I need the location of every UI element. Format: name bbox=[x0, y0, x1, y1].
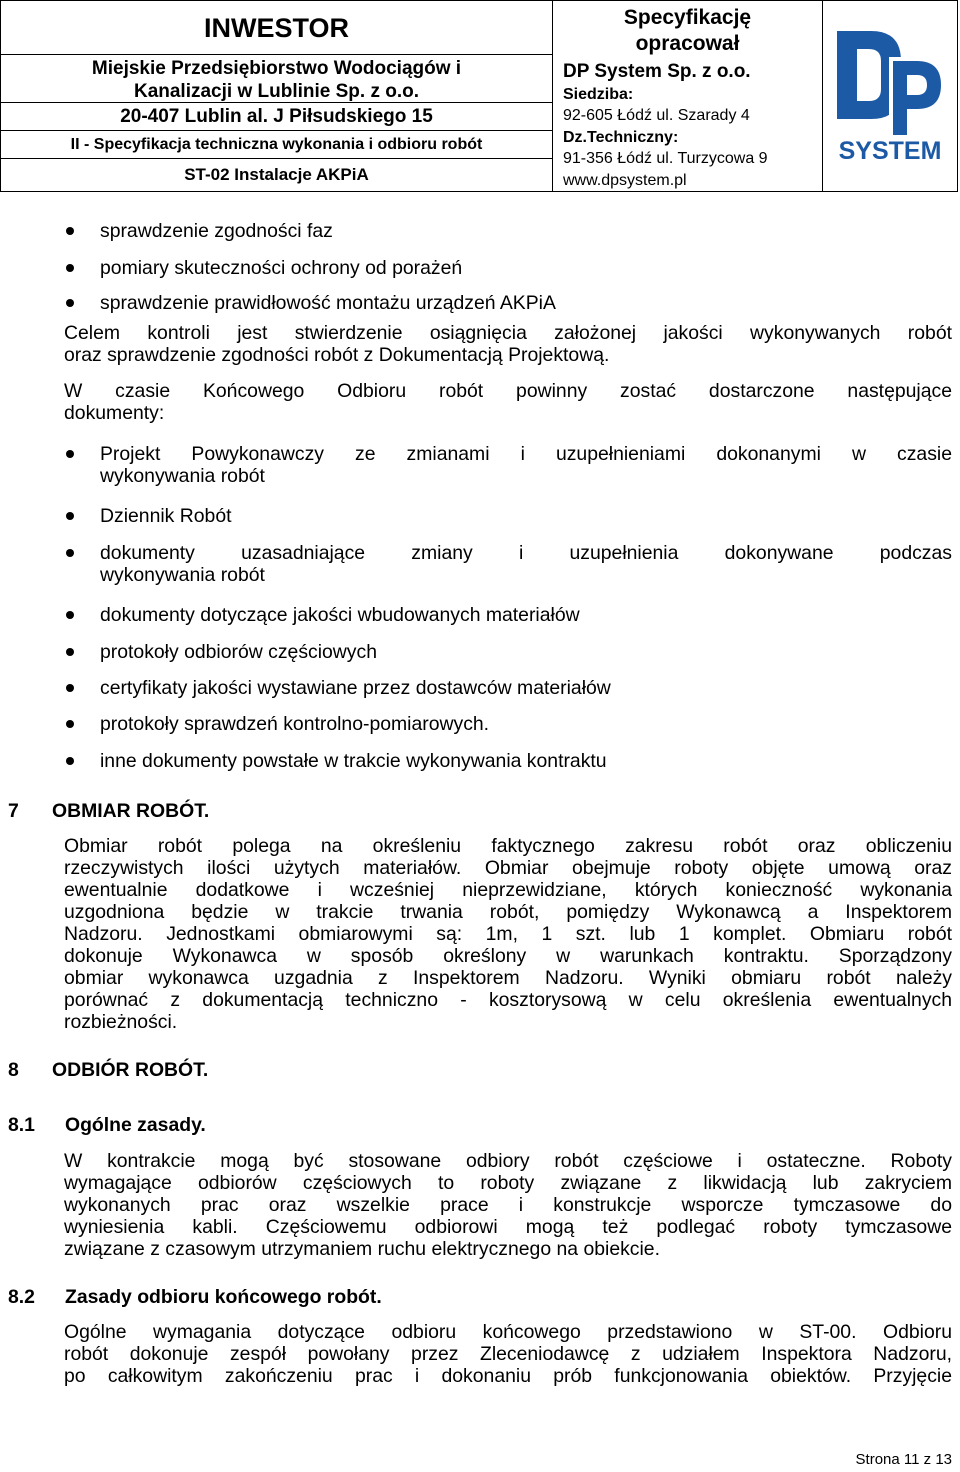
paragraph-line: oraz sprawdzenie zgodności robót z Dokumentacją Projektową. bbox=[64, 344, 610, 366]
document-header bbox=[0, 0, 958, 192]
list-item: protokoły sprawdzeń kontrolno-pomiarowych. bbox=[100, 713, 490, 735]
seat-label: Siedziba: bbox=[563, 86, 634, 103]
website: www.dpsystem.pl bbox=[563, 172, 687, 189]
list-item: Dziennik Robót bbox=[100, 505, 232, 527]
bullet-icon bbox=[66, 684, 74, 692]
investor-title: INWESTOR bbox=[1, 1, 552, 55]
logo-text: SYSTEM bbox=[838, 137, 942, 165]
author-heading-line1: Specyfikację bbox=[623, 6, 752, 29]
author-block bbox=[553, 1, 823, 191]
control-paragraph bbox=[64, 322, 952, 366]
investor-block bbox=[1, 1, 553, 191]
author-heading-line2: opracował bbox=[635, 32, 740, 55]
bullet-icon bbox=[66, 549, 74, 557]
investor-name-line1: Miejskie Przedsiębiorstwo Wodociągów i bbox=[91, 58, 462, 79]
list-item: sprawdzenie prawidłowość montażu urządzeń AKPiA bbox=[100, 292, 556, 314]
bullet-icon bbox=[66, 720, 74, 728]
bullet-icon bbox=[66, 648, 74, 656]
list-item: dokumenty dotyczące jakości wbudowanych materiałów bbox=[100, 604, 580, 626]
list-item: Projekt Powykonawczy ze zmianami i uzupełnieniami dokonanymi w czasie wykonywania robót bbox=[100, 443, 952, 487]
list-item: dokumenty uzasadniające zmiany i uzupełnienia dokonywane podczas wykonywania robót bbox=[100, 542, 952, 586]
section-8-1-body: W kontrakcie mogą być stosowane odbiory robót częściowe i ostateczne. Roboty wymagające odbiorów częściowych to roboty związane z likwidacją lub zakryciem wykonanych prac oraz wszelkie prace i konstrukcje wsporcze tymczasowe do wyniesienia kabli. Częściowemu odbiorowi mogą też podlegać roboty tymczasowe związane z czasowym utrzymaniem ruchu elektrycznego na obiekcie. bbox=[64, 1150, 952, 1260]
bullet-icon bbox=[66, 757, 74, 765]
list-item: pomiary skuteczności ochrony od porażeń bbox=[100, 257, 463, 279]
paragraph-line: Celem kontroli jest stwierdzenie osiągnięcia założonej jakości wykonywanych robót bbox=[64, 322, 952, 344]
bullet-icon bbox=[66, 450, 74, 458]
final-acceptance-paragraph bbox=[64, 380, 952, 424]
investor-name bbox=[1, 55, 552, 103]
dp-system-logo bbox=[823, 1, 957, 191]
bullet-icon bbox=[66, 512, 74, 520]
paragraph-line: W czasie Końcowego Odbioru robót powinny zostać dostarczone następujące bbox=[64, 380, 952, 402]
tech-label: Dz.Techniczny: bbox=[563, 129, 679, 146]
bullet-icon bbox=[66, 299, 74, 307]
list-item: sprawdzenie zgodności faz bbox=[100, 220, 333, 242]
list-item: protokoły odbiorów częściowych bbox=[100, 641, 377, 663]
list-item: inne dokumenty powstałe w trakcie wykonywania kontraktu bbox=[100, 750, 607, 772]
investor-address: 20-407 Lublin al. J Piłsudskiego 15 bbox=[1, 103, 552, 131]
bullet-icon bbox=[66, 227, 74, 235]
seat-address: 92-605 Łódź ul. Szarady 4 bbox=[563, 107, 750, 124]
section-7-body: Obmiar robót polega na określeniu faktycznego zakresu robót oraz obliczeniu rzeczywistych ilości użytych materiałów. Obmiar obejmuje roboty objęte umową oraz ewentualnie dodatkowe i wcześniej nieprzewidziane, których konieczność wykonania uzgodniona będzie w trakcie trwania robót, pomiędzy Wykonawcą a Inspektorem Nadzoru. Jednostkami obmiarowymi są: 1m, 1 szt. lub 1 komplet. Obmiaru robót dokonuje Wykonawca w sposób określony w warunkach kontraktu. Sporządzony obmiar wykonawca uzgadnia z Inspektorem Nadzoru. Wyniki obmiaru robót należy porównać z dokumentacją techniczno - kosztorysową w celu określenia ewentualnych rozbieżności. bbox=[64, 835, 952, 1033]
author-heading bbox=[553, 1, 822, 57]
section-8-1-heading: 8.1 Ogólne zasady. bbox=[8, 1114, 206, 1136]
spec-code: ST-02 Instalacje AKPiA bbox=[184, 165, 369, 184]
author-firm: DP System Sp. z o.o. bbox=[563, 61, 751, 82]
section-8-heading: 8 ODBIÓR ROBÓT. bbox=[8, 1059, 209, 1081]
spec-title: II - Specyfikacja techniczna wykonania i odbioru robót bbox=[1, 131, 552, 159]
section-7-heading: 7 OBMIAR ROBÓT. bbox=[8, 800, 210, 822]
page-number: Strona 11 z 13 bbox=[855, 1451, 952, 1468]
bullet-icon bbox=[66, 611, 74, 619]
list-item: certyfikaty jakości wystawiane przez dostawców materiałów bbox=[100, 677, 611, 699]
dp-logo-icon bbox=[831, 27, 949, 165]
tech-address: 91-356 Łódź ul. Turzycowa 9 bbox=[563, 150, 768, 167]
paragraph-line: dokumenty: bbox=[64, 402, 165, 424]
section-8-2-body: Ogólne wymagania dotyczące odbioru końcowego przedstawiono w ST-00. Odbioru robót dokonuje zespół powołany przez Zleceniodawcę z udziałem Inspektora Nadzoru, po całkowitym zakończeniu prac i dokonaniu prób funkcjonowania obiektów. Przyjęcie bbox=[64, 1321, 952, 1387]
bullet-icon bbox=[66, 264, 74, 272]
section-8-2-heading: 8.2 Zasady odbioru końcowego robót. bbox=[8, 1286, 382, 1308]
investor-name-line2: Kanalizacji w Lublinie Sp. z o.o. bbox=[133, 81, 420, 102]
